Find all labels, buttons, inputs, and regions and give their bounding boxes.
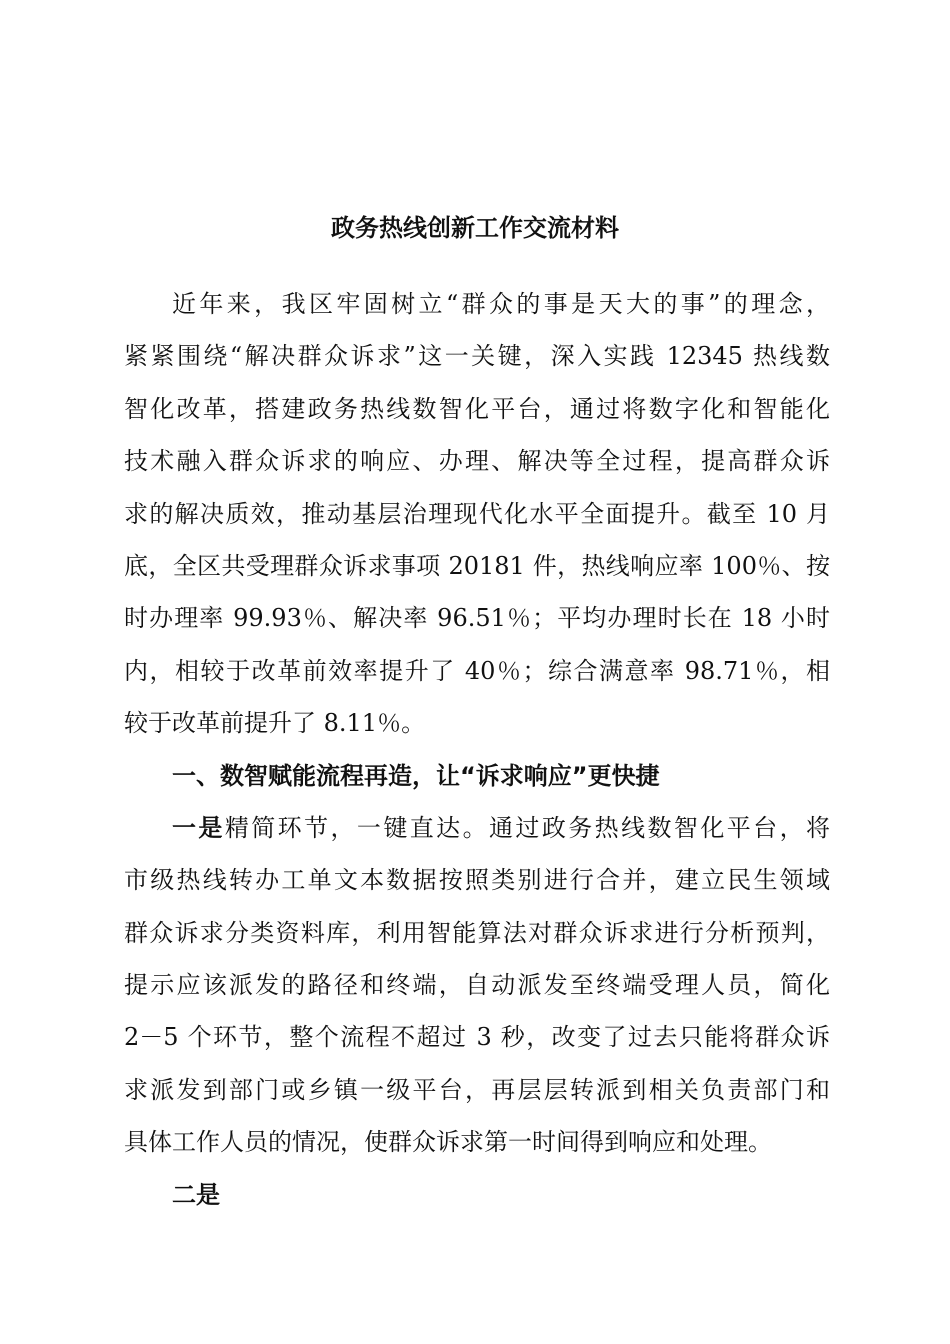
intro-line: 智化改革，搭建政务热线数智化平台，通过将数字化和智能化 — [124, 394, 830, 423]
document-body — [124, 278, 830, 1221]
point-1-line: 具体工作人员的情况，使群众诉求第一时间得到响应和处理。 — [124, 1128, 772, 1157]
point-1-line: 提示应该派发的路径和终端，自动派发至终端受理人员，简化 — [124, 971, 830, 1000]
point-1-line: 2－5 个环节，整个流程不超过 3 秒，改变了过去只能将群众诉 — [124, 1023, 830, 1052]
point-1-line: 群众诉求分类资料库，利用智能算法对群众诉求进行分析预判， — [124, 918, 830, 947]
document-title: 政务热线创新工作交流材料 — [331, 213, 619, 242]
intro-line: 较于改革前提升了 8.11％。 — [124, 709, 426, 738]
intro-line: 内，相较于改革前效率提升了 40％；综合满意率 98.71％，相 — [124, 656, 830, 685]
intro-line: 近年来，我区牢固树立“群众的事是天大的事”的理念， — [172, 290, 830, 318]
intro-line: 技术融入群众诉求的响应、办理、解决等全过程，提高群众诉 — [124, 447, 830, 476]
intro-line: 底，全区共受理群众诉求事项 20181 件，热线响应率 100％、按 — [124, 551, 830, 580]
point-1-first-line — [124, 802, 830, 854]
point-2-lead: 二是 — [172, 1180, 220, 1209]
point-1-line: 市级热线转办工单文本数据按照类别进行合并，建立民生领域 — [124, 866, 830, 895]
section-heading: 一、数智赋能流程再造，让“诉求响应”更快捷 — [172, 761, 660, 790]
point-2-first-line — [124, 1169, 830, 1221]
point-1-line: 求派发到部门或乡镇一级平台，再层层转派到相关负责部门和 — [124, 1075, 830, 1104]
point-1-text: 精简环节，一键直达。通过政务热线数智化平台，将 — [224, 813, 831, 842]
intro-line: 求的解决质效，推动基层治理现代化水平全面提升。截至 10 月 — [124, 499, 830, 528]
intro-line: 时办理率 99.93％、解决率 96.51％；平均办理时长在 18 小时 — [124, 604, 830, 633]
intro-line: 紧紧围绕“解决群众诉求”这一关键，深入实践 12345 热线数 — [124, 342, 830, 371]
point-1-lead: 一是 — [172, 813, 225, 842]
